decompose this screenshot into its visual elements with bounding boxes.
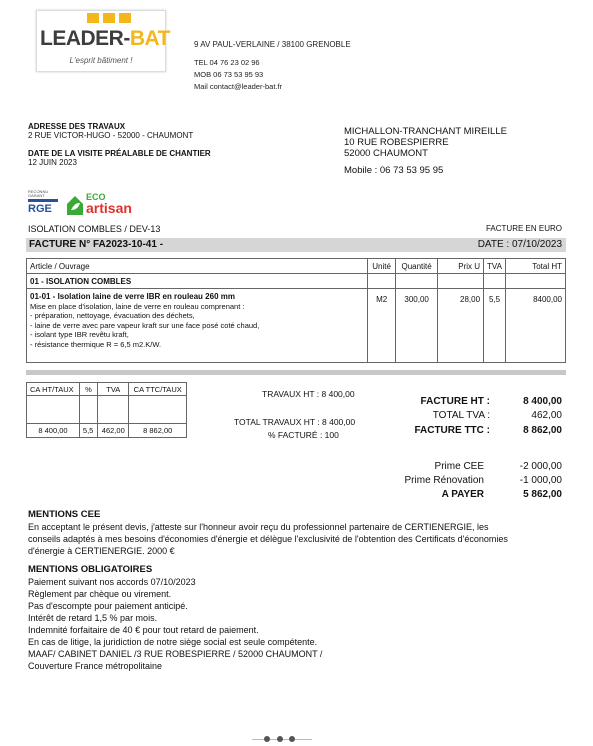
page-dot[interactable] (264, 736, 270, 742)
col-article: Article / Ouvrage (27, 259, 368, 274)
house-leaf-icon (66, 194, 84, 216)
col-unit: Unité (368, 259, 396, 274)
facture-ht-label: FACTURE HT : (420, 396, 490, 407)
invoice-subject: ISOLATION COMBLES / DEV-13 (28, 224, 161, 234)
mentions-cee-text: En acceptant le présent devis, j'atteste sur l'honneur avoir reçu du professionnel partenaire de CERTIENERGIE, les conseils adaptés à mes besoins d'économies d'énergie et délègue l'exclusivité de l'obtention des Certificats d'économies d'énergie à CERTIENERGIE. 2000 € (28, 522, 508, 556)
tva-header-ca-ttc: CA TTC/TAUX (129, 383, 187, 396)
total-tva-label: TOTAL TVA : (432, 410, 490, 421)
logo-wordmark: LEADER-BAT (40, 27, 170, 50)
travaux-total-ht: TOTAL TRAVAUX HT : 8 400,00 (234, 417, 356, 427)
travaux-pct: % FACTURÉ : 100 (268, 430, 339, 440)
logo-square (119, 13, 131, 23)
section-title: 01 - ISOLATION COMBLES (27, 274, 368, 289)
logo-tagline: L'esprit bâtiment ! (69, 56, 133, 65)
travaux-ht: TRAVAUX HT : 8 400,00 (262, 389, 355, 399)
item-unit: M2 (368, 289, 396, 363)
tva-pct: 5,5 (79, 424, 97, 438)
prime-renovation-value: -1 000,00 (519, 475, 562, 486)
tva-header-tva: TVA (98, 383, 129, 396)
mentions-obligatoires-text: Paiement suivant nos accords 07/10/2023 Règlement par chèque ou virement. Pas d'escompte pour paiement anticipé. Intérêt de retard 1,5 % par mois. Indemnité forfaitaire de 40 € pour tout retard de paiement. En cas de litige, la juridiction de notre siège social est seule compétente. MAAF/ CABINET DANIEL /3 RUE ROBESPIERRE / 52000 CHAUMONT / Couverture France métropolitaine (28, 577, 323, 671)
item-qty: 300,00 (396, 289, 438, 363)
visit-date-value: 12 JUIN 2023 (28, 158, 77, 167)
items-table-header (27, 259, 566, 274)
facture-ht-value: 8 400,00 (523, 396, 562, 407)
works-address-label: ADRESSE DES TRAVAUX (28, 122, 126, 131)
invoice-currency: FACTURE EN EURO (485, 224, 562, 233)
invoice-number-bar (26, 238, 566, 252)
mentions-cee-title: MENTIONS CEE (28, 509, 101, 520)
logo-square (103, 13, 115, 23)
item-total: 8400,00 (506, 289, 566, 363)
invoice-date: DATE : 07/10/2023 (477, 239, 562, 250)
table-row (27, 289, 566, 363)
company-mob: MOB 06 73 53 95 93 (194, 70, 264, 79)
mentions-obligatoires-title: MENTIONS OBLIGATOIRES (28, 564, 153, 575)
company-logo (36, 10, 170, 72)
client-name: MICHALLON-TRANCHANT MIREILLE (344, 126, 507, 137)
col-total: Total HT (506, 259, 566, 274)
client-mobile: Mobile : 06 73 53 95 95 (344, 165, 444, 176)
a-payer-label: A PAYER (441, 489, 484, 500)
facture-ttc-value: 8 862,00 (523, 425, 562, 436)
company-tel: TEL 04 76 23 02 96 (194, 58, 260, 67)
prime-renovation-label: Prime Rénovation (404, 475, 484, 486)
item-price: 28,00 (438, 289, 484, 363)
page-dot[interactable] (289, 736, 295, 742)
col-price: Prix U (438, 259, 484, 274)
item-title: 01-01 - Isolation laine de verre IBR en rouleau 260 mm (30, 292, 235, 301)
eco-artisan-badge: ECO artisan (66, 192, 141, 218)
items-table (26, 258, 566, 363)
tva-amount: 462,00 (98, 424, 129, 438)
table-footer-bar (26, 370, 566, 375)
table-row (27, 424, 187, 438)
tva-ca-ht: 8 400,00 (27, 424, 80, 438)
tva-ca-ttc: 8 862,00 (129, 424, 187, 438)
tva-header-pct: % (79, 383, 97, 396)
pagination-dots[interactable] (262, 734, 297, 744)
client-city: 52000 CHAUMONT (344, 148, 428, 159)
rge-badge: RECONNU GARANT RGE (28, 190, 58, 218)
logo-square (87, 13, 99, 23)
total-tva-value: 462,00 (531, 410, 562, 421)
col-tva: TVA (484, 259, 506, 274)
a-payer-value: 5 862,00 (523, 489, 562, 500)
works-address-value: 2 RUE VICTOR-HUGO - 52000 - CHAUMONT (28, 131, 194, 140)
invoice-number: FACTURE N° FA2023-10-41 - (29, 239, 164, 250)
item-tva: 5,5 (484, 289, 506, 363)
tva-header-ca-ht: CA HT/TAUX (27, 383, 80, 396)
visit-date-label: DATE DE LA VISITE PRÉALABLE DE CHANTIER (28, 149, 211, 158)
facture-ttc-label: FACTURE TTC : (414, 425, 490, 436)
prime-cee-value: -2 000,00 (519, 461, 562, 472)
company-address: 9 AV PAUL-VERLAINE / 38100 GRENOBLE (194, 40, 351, 49)
company-mail[interactable]: Mail contact@leader-bat.fr (194, 82, 283, 91)
page-dot[interactable] (277, 736, 283, 742)
section-row (27, 274, 566, 289)
prime-cee-label: Prime CEE (434, 461, 484, 472)
col-qty: Quantité (396, 259, 438, 274)
client-street: 10 RUE ROBESPIERRE (344, 137, 449, 148)
tva-breakdown-table (26, 382, 187, 438)
item-description: Mise en place d'isolation, laine de verre en rouleau comprenant : - préparation, nettoyage, évacuation des déchets, - laine de verre avec pare vapeur kraft sur une face posé coté chaud, - isolant type IBR revêtu kraft, - résistance thermique R = 6,5 m2.K/W. (30, 301, 260, 349)
